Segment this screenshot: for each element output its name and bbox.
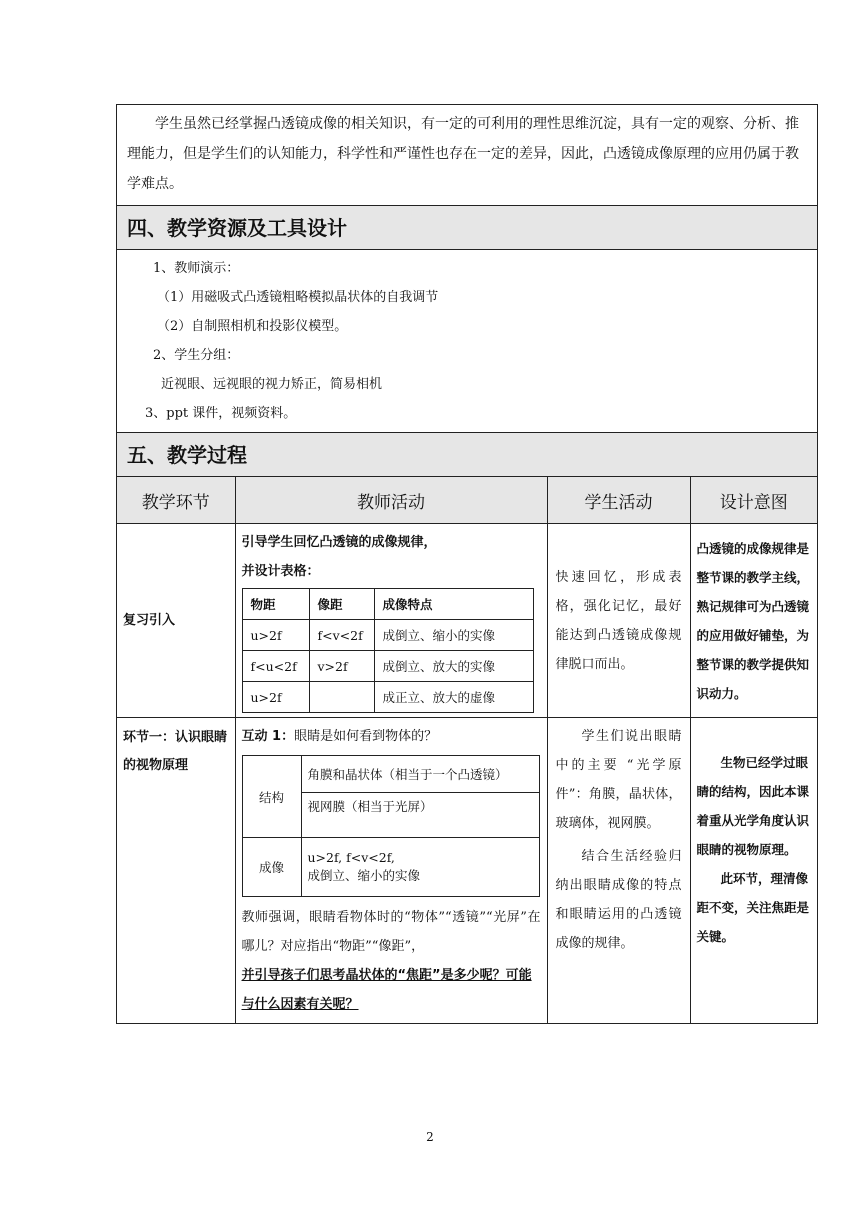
teacher-line: 并设计表格： (241, 564, 320, 579)
difficulty-section (117, 105, 817, 206)
cell: 成正立、放大的虚像 (374, 682, 533, 713)
image-rule: u>2f, f<v<2f, (307, 850, 395, 865)
intent-eye (690, 718, 817, 1024)
table-row (242, 682, 533, 713)
table-row (242, 651, 533, 682)
header-stage: 教学环节 (117, 477, 235, 524)
table-row (117, 718, 817, 1024)
difficulty-paragraph: 学生虽然已经掌握凸透镜成像的相关知识，有一定的可利用的理性思维沉淀，具有一定的观察、分析、推理能力，但是学生们的认知能力，科学性和严谨性也存在一定的差异，因此，凸透镜成像原理的应用仍属于教学难点。 (127, 116, 799, 192)
cell: 角膜和晶状体（相当于一个凸透镜） (301, 756, 539, 793)
cell: u>2f (242, 620, 309, 651)
teacher-line: 引导学生回忆凸透镜的成像规律， (241, 535, 437, 550)
structure-label: 结构 (242, 756, 301, 838)
col-header: 成像特点 (374, 589, 533, 620)
process-header-row (117, 477, 817, 524)
resource-line: 1、教师演示： (153, 261, 240, 276)
stage-review: 复习引入 (117, 524, 235, 718)
interaction-question (242, 722, 541, 751)
cell: f<v<2f (309, 620, 374, 651)
resource-line: （1）用磁吸式凸透镜粗略模拟晶状体的自我调节 (157, 290, 439, 305)
student-paragraph: 结合生活经验归纳出眼睛成像的特点和眼睛运用的凸透镜成像的规律。 (555, 849, 682, 951)
image-label: 成像 (242, 838, 301, 897)
question-text: 眼睛是如何看到物体的？ (294, 729, 438, 744)
section4-heading: 四、教学资源及工具设计 (117, 206, 817, 250)
cell: 视网膜（相当于光屏） (301, 793, 539, 838)
col-header: 像距 (309, 589, 374, 620)
page-number: 2 (426, 1130, 434, 1144)
cell (309, 682, 374, 713)
intent-paragraph: 生物已经学过眼睛的结构，因此本课着重从光学角度认识眼睛的视物原理。 (696, 755, 810, 857)
table-row (242, 620, 533, 651)
intent-review: 凸透镜的成像规律是整节课的教学主线，熟记规律可为凸透镜的应用做好铺垫，为整节课的教学提供知识动力。 (690, 524, 817, 718)
resource-line: （2）自制照相机和投影仪模型。 (157, 319, 348, 334)
interaction-label: 互动 1： (241, 729, 295, 744)
resource-line: 2、学生分组： (153, 348, 240, 363)
cell: f<u<2f (242, 651, 309, 682)
eye-structure-table (242, 755, 540, 897)
intent-paragraph: 此环节，理清像距不变，关注焦距是关键。 (696, 871, 810, 944)
header-intent: 设计意图 (690, 477, 817, 524)
teacher-activity-review (235, 524, 547, 718)
student-activity-review: 快速回忆，形成表格，强化记忆，最好能达到凸透镜成像规律脱口而出。 (547, 524, 690, 718)
teacher-activity-eye (235, 718, 547, 1024)
resource-line: 近视眼、远视眼的视力矫正，简易相机 (161, 377, 383, 392)
col-header: 物距 (242, 589, 309, 620)
section5-heading: 五、教学过程 (117, 433, 817, 477)
lens-rule-table (242, 588, 534, 713)
resource-line: 3、ppt 课件，视频资料。 (145, 406, 297, 421)
teacher-guidance: 并引导孩子们思考晶状体的“焦距”是多少呢？可能与什么因素有关呢？ (241, 968, 532, 1012)
student-paragraph: 学生们说出眼睛中的主要 “光学原件”：角膜，晶状体，玻璃体，视网膜。 (555, 729, 682, 831)
cell: v>2f (309, 651, 374, 682)
resources-list (117, 250, 817, 433)
student-activity-eye (547, 718, 690, 1024)
table-row (117, 524, 817, 718)
stage-eye: 环节一：认识眼睛的视物原理 (117, 718, 235, 1024)
cell: 成倒立、缩小的实像 (374, 620, 533, 651)
image-result: 成倒立、缩小的实像 (307, 868, 421, 883)
header-student: 学生活动 (547, 477, 690, 524)
process-table (117, 477, 817, 1024)
header-teacher: 教师活动 (235, 477, 547, 524)
cell: 成倒立、放大的实像 (374, 651, 533, 682)
teacher-emphasis: 教师强调，眼睛看物体时的“物体”“透镜”“光屏”在哪儿？对应指出“物距”“像距”， (241, 910, 541, 954)
lesson-plan-table (116, 104, 818, 1024)
cell: u>2f (242, 682, 309, 713)
cell (301, 838, 539, 897)
